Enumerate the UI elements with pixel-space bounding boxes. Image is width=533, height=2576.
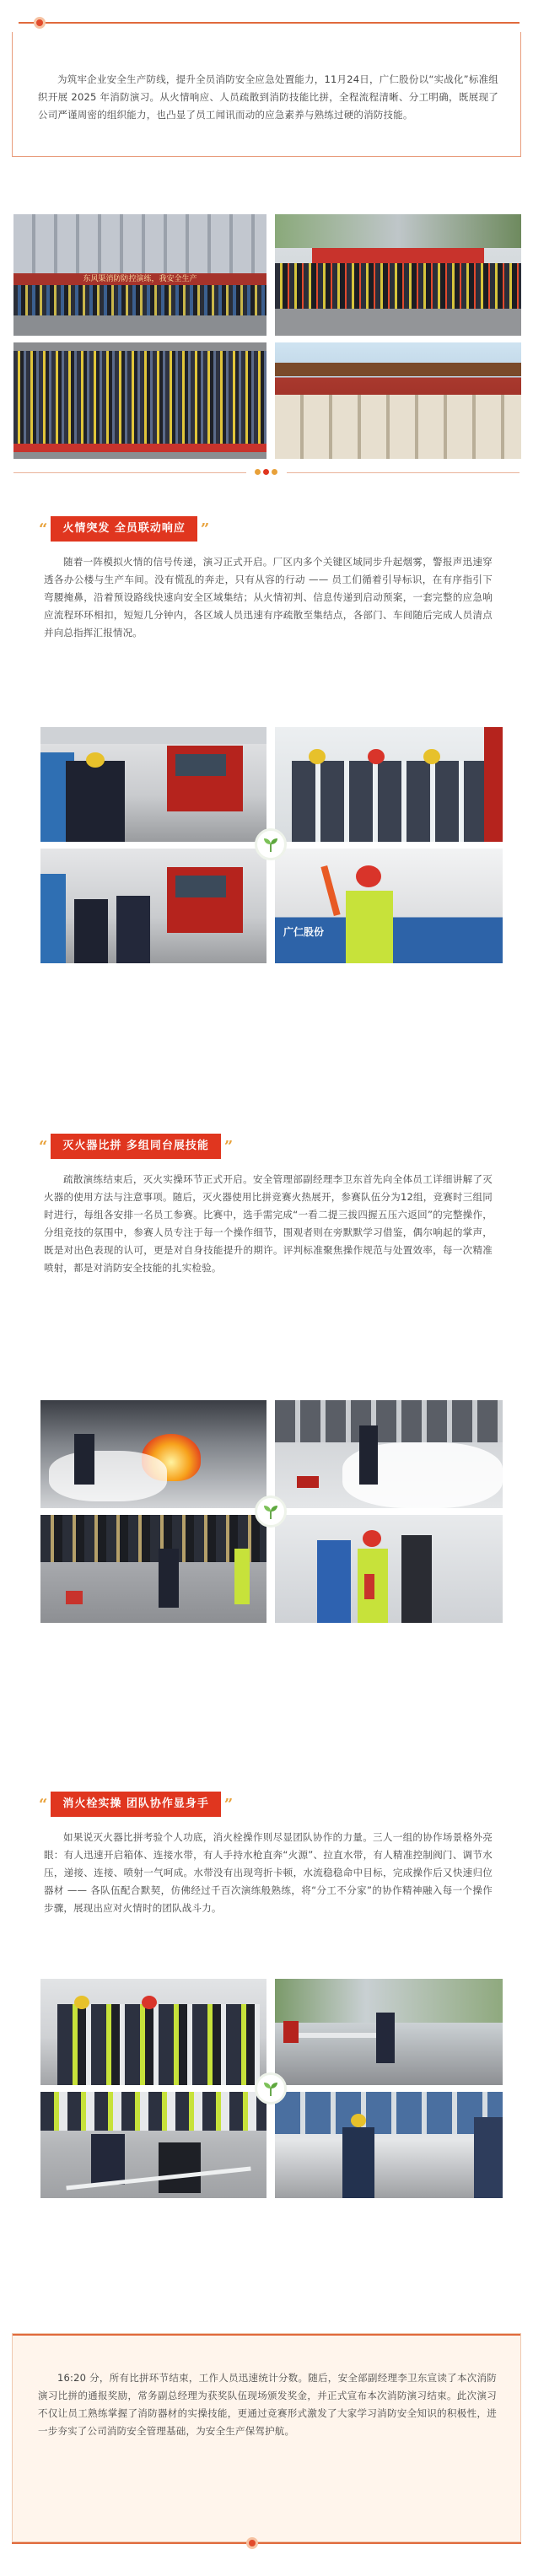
section-1-paragraph: 随着一阵模拟火情的信号传递，演习正式开启。厂区内多个关键区域同步升起烟雾，警报声迅速穿透各办公楼与生产车间。没有慌乱的奔走，只有从容的行动 —— 员工们循着引导标识，在有序指引下弯腰掩鼻，沿着预设路线快速向安全区域集结；从火情初判、信息传递到启动预案，一套完整的应急响应流程环环相扣，短短几分钟内，各区域人员迅速有序疏散至集结点，各部门、车间随后完成人员清点并向总指挥汇报情况。 xyxy=(44,556,493,639)
quote-mark-icon: “ xyxy=(39,520,48,538)
section-2-text xyxy=(44,1171,493,1277)
conclusion-top-line xyxy=(13,2334,520,2336)
photo-extinguisher-fire xyxy=(40,1400,266,1508)
sprout-icon xyxy=(255,1495,287,1528)
section-1-title-label: 火情突发 全员联动响应 xyxy=(51,516,197,542)
photo-commander xyxy=(275,849,503,963)
photo-fire-truck-1 xyxy=(40,727,266,842)
intro-marker-dot xyxy=(34,17,46,29)
photo-extinguisher-spray xyxy=(275,1400,503,1508)
section-2-title xyxy=(39,1134,233,1159)
conclusion-paragraph: 16:20 分，所有比拼环节结束，工作人员迅速统计分数。随后，安全部副经理李卫东宣读了本次消防演习比拼的通报奖励，常务副总经理为获奖队伍现场颁发奖金，并正式宣布本次消防演习结束。此次演习不仅让员工熟练掌握了消防器材的实操技能，更通过竞赛形式激发了大家学习消防安全知识的积极性，进一步夯实了公司消防安全管理基础，为安全生产保驾护航。 xyxy=(38,2372,497,2437)
section-3-text xyxy=(44,1829,493,1917)
photo-hydrant-team-1 xyxy=(40,1979,266,2085)
section-3-paragraph: 如果说灭火器比拼考验个人功底，消火栓操作则尽显团队协作的力量。三人一组的协作场景格外亮眼：有人迅速开启箱体、连接水带，有人手持水枪直奔“火源”、拉直水带，有人精准控制阀门、调节水压，递接、连接、喷射一气呵成。水带没有出现弯折卡顿，水流稳稳命中目标，完成操作后又快速归位器材 —— 各队伍配合默契，仿佛经过千百次演练般熟练，将“分工不分家”的协作精神融入每一个操作步骤，展现出应对火情时的团队战斗力。 xyxy=(44,1831,493,1914)
photo-assembly-building xyxy=(13,214,266,336)
photo-crowd-banner xyxy=(275,214,521,336)
quote-mark-icon: “ xyxy=(39,1795,48,1813)
photo-competitor-run xyxy=(40,1515,266,1623)
quote-mark-icon: ” xyxy=(223,1137,234,1156)
conclusion-box xyxy=(12,2333,521,2542)
truck-brand-text: 广仁股份 xyxy=(283,926,325,938)
photo-fire-truck-2 xyxy=(40,849,266,963)
quote-mark-icon: “ xyxy=(39,1137,48,1156)
intro-block xyxy=(12,12,521,157)
sprout-icon xyxy=(255,828,287,860)
photo-hose-pull xyxy=(40,2092,266,2198)
intro-paragraph: 为筑牢企业安全生产防线，提升全员消防安全应急处置能力，11月24日，广仁股份以“实战化”标准组织开展 2025 年消防演习。从火情响应、人员疏散到消防技能比拼，全程流程清晰、分工明确，既展现了公司严谨周密的组织能力，也凸显了员工闻讯而动的应急素养与熟练过硬的消防技能。 xyxy=(38,73,498,121)
conclusion-bottom-line xyxy=(12,2542,521,2544)
photo-responders-1 xyxy=(275,727,503,842)
section-3-title xyxy=(39,1792,233,1817)
section-1-text xyxy=(44,553,493,642)
section-divider xyxy=(13,469,520,477)
quote-mark-icon: ” xyxy=(223,1795,234,1813)
sprout-icon xyxy=(255,2072,287,2104)
intro-box xyxy=(12,32,521,157)
photo-red-building xyxy=(275,342,521,459)
photo-hydrant-spray xyxy=(275,1979,503,2085)
photo-instruction xyxy=(275,1515,503,1623)
quote-mark-icon: ” xyxy=(200,520,210,538)
section-2-paragraph: 疏散演练结束后，灭火实操环节正式开启。安全管理部副经理李卫东首先向全体员工详细讲解了灭火器的使用方法与注意事项。随后，灭火器使用比拼竞赛火热展开，参赛队伍分为12组，竞赛时三组同时进行，每组各安排一名员工参赛。比赛中，选手需完成“一看二提三拔四握五压六返回”的完整操作，分组竞技的氛围中，参赛人员专注于每一个操作细节，围观者则在旁默默学习借鉴，偶尔响起的掌声，既是对出色表现的认可，更是对自身技能提升的期许。评判标准聚焦操作规范与处置效率，每一次精准喷射，都是对消防安全技能的扎实检验。 xyxy=(44,1173,493,1274)
photo-crowd-overhead xyxy=(13,342,266,459)
intro-top-line xyxy=(19,22,520,24)
section-2-title-label: 灭火器比拼 多组同台展技能 xyxy=(51,1134,221,1159)
photo-hydrant-operator xyxy=(275,2092,503,2198)
section-1-title xyxy=(39,516,209,542)
banner-text: 东风渠消防防控演练，我安全生产 xyxy=(83,275,197,283)
conclusion-marker-dot xyxy=(246,2537,258,2549)
section-3-title-label: 消火栓实操 团队协作显身手 xyxy=(51,1792,221,1817)
